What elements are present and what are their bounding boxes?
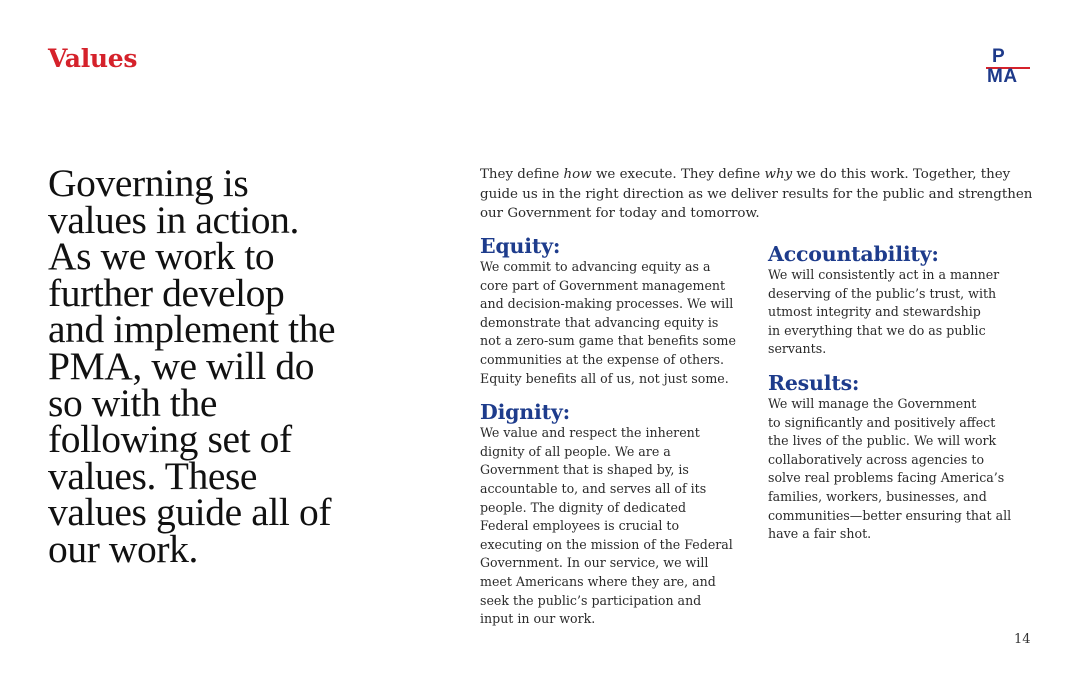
- value-body-dignity: We value and respect the inherent dignity of all people. We are a Government that is shaped by, is accountable to, and serves all of its people. The dignity of dedicated Federal employees is crucial to executing on the mission of the Federal Government. In our service, we will meet Americans where they are, and seek the public’s participation and input in our work.: [480, 425, 733, 627]
- values-column-left: [480, 234, 755, 629]
- value-title-accountability: Accountability:: [768, 242, 939, 266]
- values-statement: Governing is values in action. As we work to further develop and implement the PMA, we will do so with the following set of values. These values guide all of our work.: [48, 161, 336, 571]
- value-title-equity: Equity:: [480, 234, 561, 258]
- value-title-dignity: Dignity:: [480, 400, 570, 425]
- value-results: [768, 371, 1033, 544]
- intro-emphasis-how: how: [563, 167, 592, 182]
- page-number: 14: [1014, 632, 1031, 647]
- intro-text-2: we execute. They define: [591, 167, 765, 182]
- logo-letters-ma: MA: [987, 66, 1018, 87]
- intro-text-3: we do this work. Together, they guide us in the right direction as we deliver results for the public and strengthen our Government for today and tomorrow.: [480, 167, 1033, 221]
- pma-logo: [984, 47, 1034, 85]
- intro-text-1: They define: [480, 167, 564, 182]
- values-column-right: [768, 242, 1033, 544]
- value-dignity: [480, 400, 755, 629]
- logo-letter-p: P: [992, 46, 1005, 67]
- value-accountability: [768, 242, 1033, 359]
- intro-emphasis-why: why: [764, 167, 793, 182]
- value-body-equity: We commit to advancing equity as a core part of Government management and decision-making processes. We will demonstrate that advancing equity is not a zero-sum game that benefits some communities at the expense of others. Equity benefits all of us, not just some.: [480, 259, 736, 386]
- value-body-results: We will manage the Government to significantly and positively affect the lives of the public. We will work collaboratively across agencies to solve real problems facing America’s families, workers, businesses, and communities—better ensuring that all have a fair shot.: [768, 395, 1012, 542]
- intro-paragraph: [480, 165, 1040, 224]
- value-body-accountability: We will consistently act in a manner deserving of the public’s trust, with utmost integrity and stewardship in everything that we do as public servants.: [768, 267, 1000, 357]
- page-title: Values: [48, 44, 138, 73]
- value-title-results: Results:: [768, 370, 860, 395]
- value-equity: [480, 234, 755, 388]
